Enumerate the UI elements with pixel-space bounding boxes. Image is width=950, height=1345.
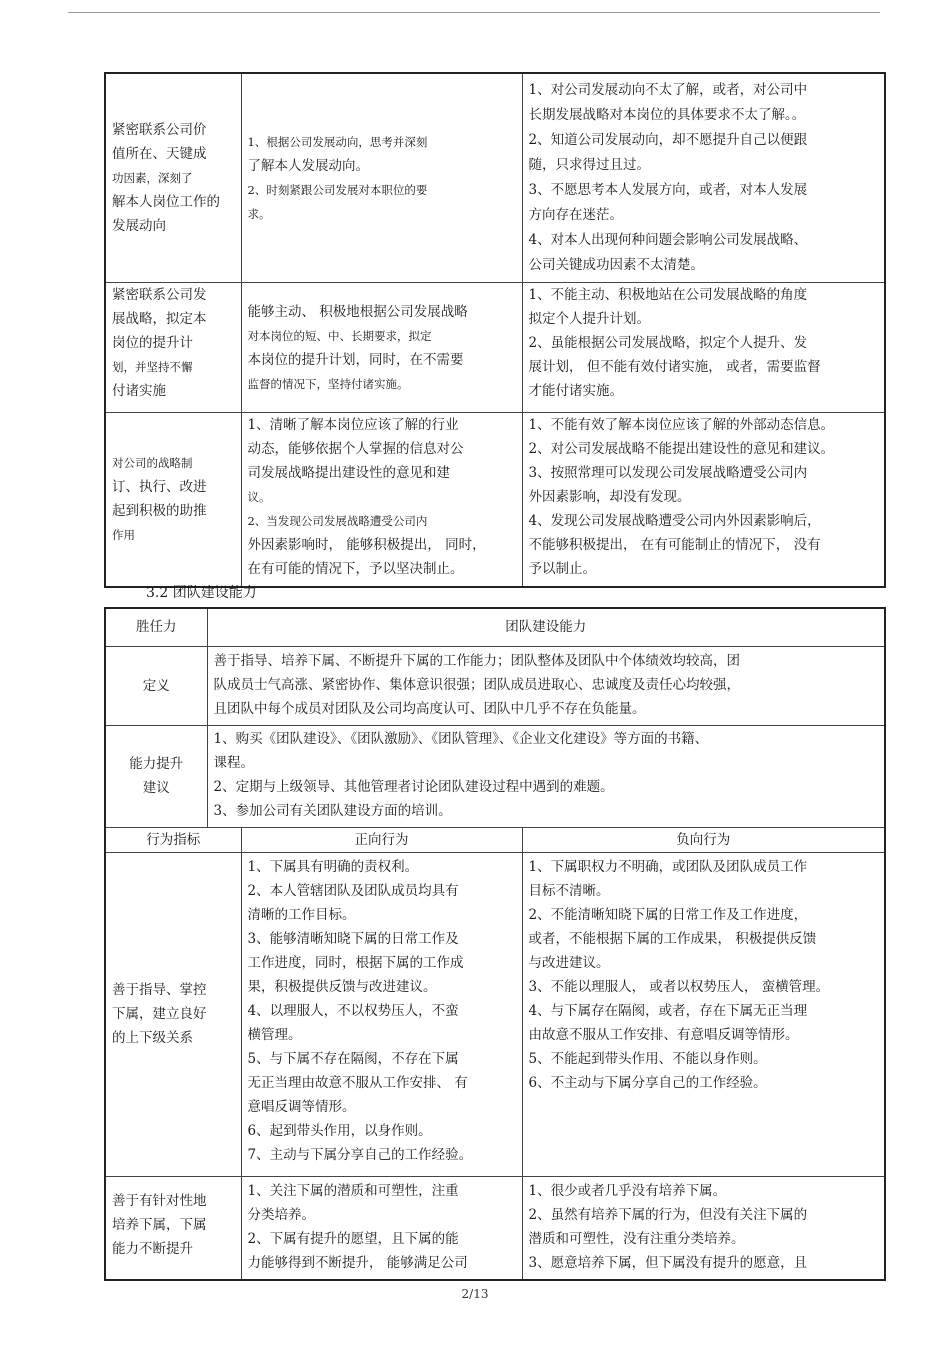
text-line: 展计划， 但不能有效付诸实施， 或者，需要监督 <box>528 359 821 375</box>
table-row <box>105 725 885 827</box>
text-line: 2、定期与上级领导、其他管理者讨论团队建设过程中遇到的难题。 <box>213 778 614 795</box>
positive-cell <box>241 283 522 413</box>
header-cell <box>207 608 885 646</box>
text-line: 2、下属有提升的愿望，且下属的能 <box>247 1230 459 1247</box>
text-line: 4、对本人出现何种问题会影响公司发展战略、 <box>528 232 808 248</box>
text-line: 3、不能以理服人， 或者以权势压人， 蛮横管理。 <box>528 978 830 995</box>
criterion-cell <box>105 283 241 413</box>
text-line: 5、不能起到带头作用、不能以身作则。 <box>528 1050 767 1067</box>
text-line: 解本人岗位工作的 <box>112 194 220 210</box>
text-line: 订、执行、改进 <box>112 479 207 496</box>
text-line: 才能付诸实施。 <box>528 383 623 399</box>
text-line: 无正当理由故意不服从工作安排、 有 <box>247 1074 468 1091</box>
table-row <box>105 852 885 1176</box>
text-line: 岗位的提升计 <box>112 335 193 351</box>
negative-cell <box>522 73 885 283</box>
text-line: 议。 <box>247 490 271 504</box>
text-line: 功因素，深刻了 <box>112 171 193 185</box>
table-row <box>105 413 885 587</box>
text-line: 了解本人发展动向。 <box>247 158 369 174</box>
competency-name: 团队建设能力 <box>505 619 587 636</box>
text-line: 2、虽然有培养下属的行为，但没有关注下属的 <box>528 1206 808 1223</box>
negative-cell <box>522 1176 885 1280</box>
text-line: 2、虽能根据公司发展战略，拟定个人提升、发 <box>528 335 808 351</box>
text-line: 监督的情况下，坚持付诸实施。 <box>247 376 409 391</box>
text-line: 3、愿意培养下属，但下属没有提升的愿意，且 <box>528 1254 808 1271</box>
section-title: 3.2 团队建设能力 <box>146 585 257 601</box>
text-line: 方向存在迷茫。 <box>528 207 623 223</box>
column-header <box>105 827 241 852</box>
text-line: 善于有针对性地 <box>112 1192 207 1209</box>
text-line: 3、按照常理可以发现公司发展战略遭受公司内 <box>528 465 808 481</box>
text-line: 不能够积极提出， 在有可能制止的情况下， 没有 <box>528 537 821 553</box>
criterion-cell <box>105 73 241 283</box>
header-rule <box>68 12 880 13</box>
text-line: 潜质和可塑性，没有注重分类培养。 <box>528 1230 745 1247</box>
definition-label: 定义 <box>142 677 170 694</box>
text-line: 1、不能主动、积极地站在公司发展战略的角度 <box>528 287 808 303</box>
text-line: 下属，建立良好 <box>112 1006 207 1022</box>
text-line: 5、与下属不存在隔阂，不存在下属 <box>247 1050 459 1067</box>
text-line: 长期发展战略对本岗位的具体要求不太了解。。 <box>528 107 806 123</box>
table-row <box>105 827 885 852</box>
text-line: 动态，能够依据个人掌握的信息对公 <box>247 441 464 457</box>
text-line: 付诸实施 <box>112 383 166 399</box>
text-line: 能力不断提升 <box>112 1240 193 1257</box>
text-line: 在有可能的情况下，予以坚决制止。 <box>247 561 464 577</box>
text-line: 1、下属职权力不明确，或团队及团队成员工作 <box>528 858 808 875</box>
text-line: 3、能够清晰知晓下属的日常工作及 <box>247 930 459 947</box>
text-line: 由故意不服从工作安排、有意唱反调等情形。 <box>528 1026 799 1043</box>
competency-label: 胜任力 <box>136 619 177 636</box>
text-line: 拟定个人提升计划。 <box>528 311 650 327</box>
positive-cell <box>241 852 522 1176</box>
text-line: 司发展战略提出建设性的意见和建 <box>247 465 450 481</box>
text-line: 紧密联系公司价 <box>112 122 207 138</box>
text-line: 善于指导、掌控 <box>112 982 207 998</box>
text-line: 目标不清晰。 <box>528 882 610 899</box>
negative-cell <box>522 852 885 1176</box>
text-line: 划，并坚持不懈 <box>112 360 193 374</box>
positive-cell <box>241 1176 522 1280</box>
text-line: 6、起到带头作用，以身作则。 <box>247 1122 432 1139</box>
header-cell <box>105 608 207 646</box>
text-line: 与改进建议。 <box>528 954 610 971</box>
text-line: 4、与下属存在隔阂，或者，存在下属无正当理 <box>528 1002 808 1019</box>
text-line: 1、根据公司发展动向，思考并深刻 <box>247 135 428 149</box>
text-line: 展战略，拟定本 <box>112 311 207 327</box>
table-row <box>105 73 885 283</box>
text-line: 2、当发现公司发展战略遭受公司内 <box>247 514 428 528</box>
text-line: 6、不主动与下属分享自己的工作经验。 <box>528 1074 767 1091</box>
text-line: 求。 <box>247 207 271 221</box>
text-line: 培养下属，下属 <box>112 1216 207 1233</box>
text-line: 1、很少或者几乎没有培养下属。 <box>528 1182 727 1199</box>
text-line: 队成员士气高涨、紧密协作、集体意识很强；团队成员进取心、忠诚度及责任心均较强， <box>213 676 740 693</box>
text-line: 2、知道公司发展动向，却不愿提升自己以便跟 <box>528 132 808 148</box>
text-line: 发展动向 <box>112 218 166 234</box>
text-line: 本岗位的提升计划，同时，在不需要 <box>247 351 464 368</box>
team-building-table <box>104 607 886 1281</box>
text-line: 紧密联系公司发 <box>112 287 207 303</box>
text-line: 1、关注下属的潜质和可塑性，注重 <box>247 1182 459 1199</box>
text-line: 2、时刻紧跟公司发展对本职位的要 <box>247 183 428 197</box>
negative-cell <box>522 413 885 587</box>
text-line: 对本岗位的短、中、长期要求，拟定 <box>247 328 432 343</box>
text-line: 且团队中每个成员对团队及公司均高度认可、团队中几乎不存在负能量。 <box>213 700 646 717</box>
text-line: 1、下属具有明确的责权利。 <box>247 858 419 875</box>
text-line: 7、主动与下属分享自己的工作经验。 <box>247 1146 473 1163</box>
indicator-header: 行为指标 <box>146 831 201 848</box>
text-line: 值所在、天键成 <box>112 146 207 162</box>
positive-cell <box>241 73 522 283</box>
text-line: 公司关键成功因素不太清楚。 <box>528 257 704 273</box>
page-number: 2/13 <box>461 1287 489 1301</box>
text-line: 作用 <box>112 528 135 543</box>
text-line: 课程。 <box>213 754 254 771</box>
definition-cell <box>207 646 885 725</box>
text-line: 3、参加公司有关团队建设方面的培训。 <box>213 802 452 819</box>
text-line: 分类培养。 <box>247 1206 315 1223</box>
text-line: 力能够得到不断提升， 能够满足公司 <box>247 1254 468 1271</box>
text-line: 随，只求得过且过。 <box>528 157 650 173</box>
negative-cell <box>522 283 885 413</box>
text-line: 外因素影响，却没有发现。 <box>528 489 691 505</box>
text-line: 4、发现公司发展战略遭受公司内外因素影响后， <box>528 513 821 529</box>
criterion-cell <box>105 1176 241 1280</box>
table-row <box>105 608 885 646</box>
text-line: 横管理。 <box>247 1026 302 1043</box>
text-line: 1、购买《团队建设》、《团队激励》、《团队管理》、《企业文化建设》等方面的书籍、 <box>213 730 709 747</box>
column-header <box>522 827 885 852</box>
positive-cell <box>241 413 522 587</box>
text-line: 3、不愿思考本人发展方向，或者，对本人发展 <box>528 182 808 198</box>
text-line: 能够主动、 积极地根据公司发展战略 <box>247 303 468 320</box>
table-row <box>105 1176 885 1280</box>
text-line: 善于指导、培养下属、不断提升下属的工作能力；团队整体及团队中个体绩效均较高，团 <box>213 652 740 669</box>
table-row <box>105 283 885 413</box>
text-line: 1、清晰了解本岗位应该了解的行业 <box>247 417 459 433</box>
text-line: 或者，不能根据下属的工作成果， 积极提供反馈 <box>528 930 817 947</box>
text-line: 4、以理服人，不以权势压人，不蛮 <box>247 1002 459 1019</box>
criterion-cell <box>105 852 241 1176</box>
text-line: 意唱反调等情形。 <box>247 1098 356 1115</box>
behavior-table-1 <box>104 72 886 588</box>
text-line: 起到积极的助推 <box>112 503 207 520</box>
text-line: 1、对公司发展动向不太了解，或者，对公司中 <box>528 82 808 98</box>
table-row <box>105 646 885 725</box>
criterion-cell <box>105 413 241 587</box>
text-line: 2、不能清晰知晓下属的日常工作及工作进度， <box>528 906 808 923</box>
text-line: 予以制止。 <box>528 561 596 577</box>
text-line: 对公司的战略制 <box>112 456 193 471</box>
text-line: 1、不能有效了解本岗位应该了解的外部动态信息。 <box>528 417 835 433</box>
negative-header: 负向行为 <box>676 831 731 848</box>
suggest-cell <box>207 725 885 827</box>
label-cell <box>105 725 207 827</box>
text-line: 外因素影响时， 能够积极提出， 同时， <box>247 537 486 553</box>
suggest-label: 建议 <box>142 780 170 796</box>
text-line: 工作进度，同时，根据下属的工作成 <box>247 954 464 971</box>
text-line: 果，积极提供反馈与改进建议。 <box>247 978 437 995</box>
text-line: 2、本人管辖团队及团队成员均具有 <box>247 882 459 899</box>
column-header <box>241 827 522 852</box>
text-line: 2、对公司发展战略不能提出建设性的意见和建议。 <box>528 441 835 457</box>
label-cell <box>105 646 207 725</box>
suggest-label: 能力提升 <box>129 756 184 772</box>
text-line: 的上下级关系 <box>112 1030 193 1046</box>
positive-header: 正向行为 <box>354 831 409 848</box>
text-line: 清晰的工作目标。 <box>247 906 356 923</box>
